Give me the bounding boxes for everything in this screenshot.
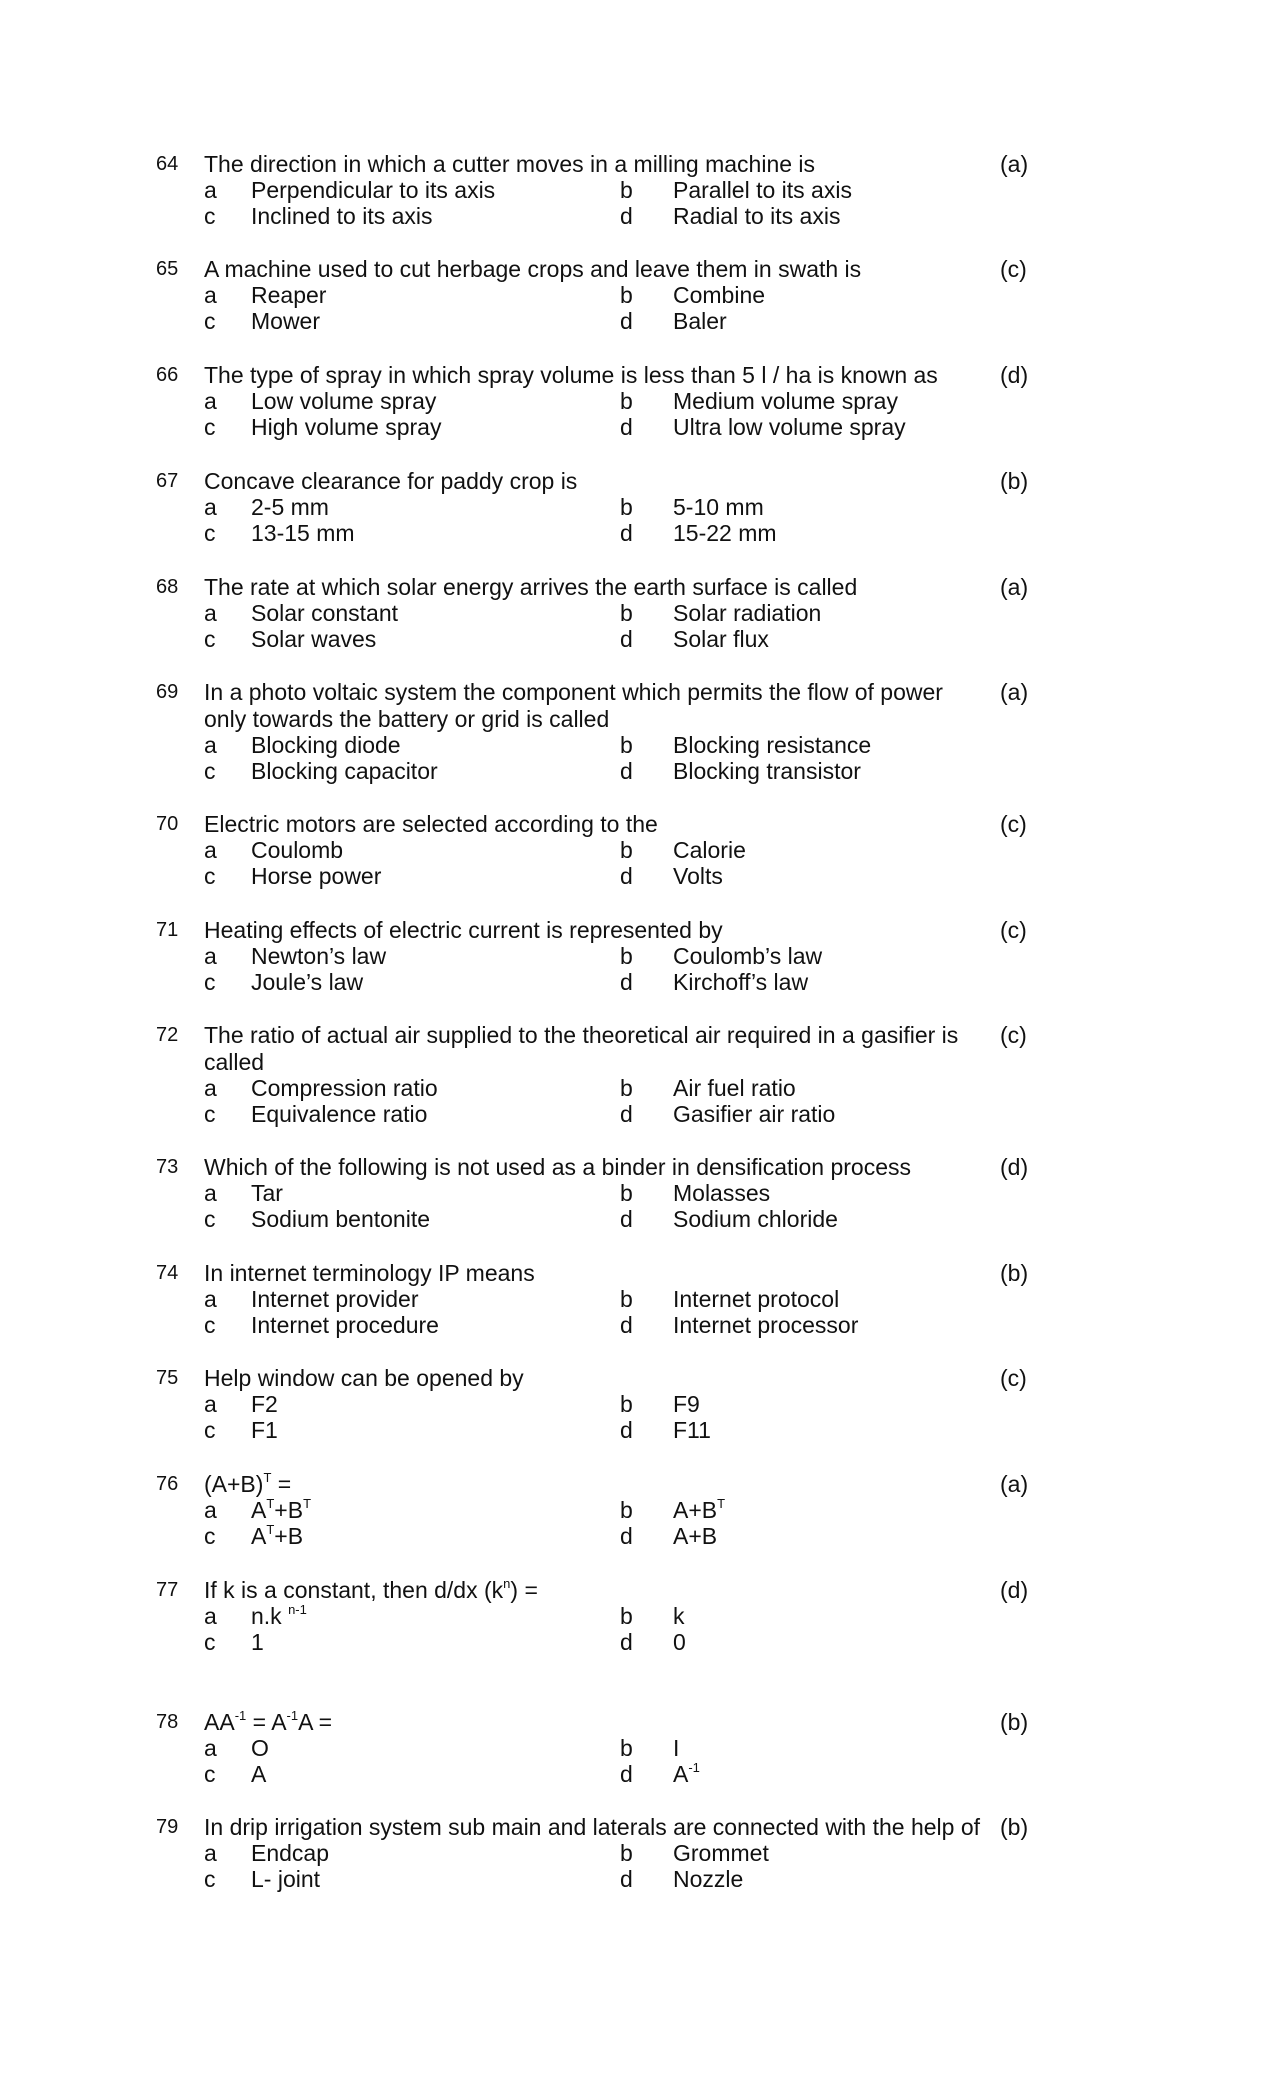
option-c: 13-15 mm <box>251 520 355 546</box>
option-a: Endcap <box>251 1840 330 1866</box>
question-stem: Heating effects of electric current is represented by <box>204 917 723 943</box>
option-letter-b: b <box>620 1180 633 1206</box>
option-letter-a: a <box>204 388 217 414</box>
option-d: Gasifier air ratio <box>673 1101 836 1127</box>
answer-key: (d) <box>1000 362 1029 388</box>
answer-key: (a) <box>1000 574 1029 600</box>
option-letter-a: a <box>204 1180 217 1206</box>
option-a: Blocking diode <box>251 732 401 758</box>
option-letter-c: c <box>204 1866 216 1892</box>
option-c: F1 <box>251 1417 278 1443</box>
question-stem: Which of the following is not used as a binder in densification process <box>204 1154 912 1180</box>
option-letter-b: b <box>620 1497 633 1523</box>
option-d: Nozzle <box>673 1866 744 1892</box>
option-letter-a: a <box>204 1497 217 1523</box>
option-c: High volume spray <box>251 414 442 440</box>
answer-key: (a) <box>1000 679 1029 705</box>
question-number: 66 <box>156 364 179 386</box>
option-c: Equivalence ratio <box>251 1101 428 1127</box>
option-letter-a: a <box>204 494 217 520</box>
answer-key: (c) <box>1000 917 1027 943</box>
option-b: $A+B^T$ <box>673 1496 726 1523</box>
option-c: A <box>251 1761 267 1787</box>
question-stem: $AA^{-1} = A^{-1}A$ = <box>204 1708 333 1735</box>
option-letter-b: b <box>620 837 633 863</box>
question-stem: The ratio of actual air supplied to the theoretical air required in a gasifier is called <box>204 1022 959 1075</box>
option-d: Volts <box>673 863 723 889</box>
option-a: $A^T+B^T$ <box>251 1496 312 1523</box>
answer-key: (d) <box>1000 1154 1029 1180</box>
question-number: 71 <box>156 919 179 941</box>
option-d: Internet processor <box>673 1312 859 1338</box>
option-c: Blocking capacitor <box>251 758 438 784</box>
option-b: Grommet <box>673 1840 769 1866</box>
question-stem: Help window can be opened by <box>204 1365 524 1391</box>
question-stem: $(A+B)^T$ = <box>204 1470 292 1497</box>
option-letter-d: d <box>620 1206 633 1232</box>
option-letter-d: d <box>620 1523 633 1549</box>
option-letter-d: d <box>620 1312 633 1338</box>
question-number: 74 <box>156 1262 179 1284</box>
option-letter-b: b <box>620 388 633 414</box>
question-number: 64 <box>156 153 179 175</box>
question-stem: The type of spray in which spray volume is less than 5 l / ha is known as <box>204 362 938 388</box>
option-a: Newton’s law <box>251 943 387 969</box>
option-letter-d: d <box>620 1761 633 1787</box>
question-number: 77 <box>156 1579 179 1601</box>
option-letter-d: d <box>620 863 633 889</box>
option-a: O <box>251 1735 269 1761</box>
answer-key: (b) <box>1000 1260 1029 1286</box>
option-letter-c: c <box>204 203 216 229</box>
option-a: Solar constant <box>251 600 399 626</box>
option-letter-c: c <box>204 969 216 995</box>
question-number: 69 <box>156 681 179 703</box>
option-letter-a: a <box>204 1603 217 1629</box>
option-d: F11 <box>673 1417 711 1443</box>
option-letter-c: c <box>204 1761 216 1787</box>
question-number: 70 <box>156 813 179 835</box>
option-letter-c: c <box>204 1206 216 1232</box>
option-d: Baler <box>673 308 727 334</box>
option-letter-b: b <box>620 1286 633 1312</box>
option-letter-a: a <box>204 600 217 626</box>
option-a: 2-5 mm <box>251 494 329 520</box>
question-stem: In drip irrigation system sub main and laterals are connected with the help of <box>204 1814 981 1840</box>
option-letter-a: a <box>204 282 217 308</box>
answer-key: (d) <box>1000 1577 1029 1603</box>
option-c: 1 <box>251 1629 264 1655</box>
option-a: F2 <box>251 1391 278 1417</box>
question-number: 79 <box>156 1816 179 1838</box>
option-b: F9 <box>673 1391 700 1417</box>
question-stem: Concave clearance for paddy crop is <box>204 468 578 494</box>
option-letter-d: d <box>620 1417 633 1443</box>
question-number: 67 <box>156 470 179 492</box>
option-d: Solar flux <box>673 626 769 652</box>
option-letter-d: d <box>620 308 633 334</box>
option-letter-b: b <box>620 943 633 969</box>
option-a: Perpendicular to its axis <box>251 177 496 203</box>
option-a: Compression ratio <box>251 1075 438 1101</box>
option-d: A+B <box>673 1523 718 1549</box>
option-letter-a: a <box>204 1840 217 1866</box>
option-letter-d: d <box>620 626 633 652</box>
option-a: Internet provider <box>251 1286 419 1312</box>
option-letter-b: b <box>620 177 633 203</box>
option-letter-a: a <box>204 1075 217 1101</box>
option-c: Inclined to its axis <box>251 203 433 229</box>
question-stem: A machine used to cut herbage crops and leave them in swath is <box>204 256 862 282</box>
option-c: L- joint <box>251 1866 321 1892</box>
option-b: k <box>673 1603 685 1629</box>
question-number: 72 <box>156 1024 179 1046</box>
option-letter-c: c <box>204 758 216 784</box>
option-letter-b: b <box>620 1603 633 1629</box>
option-b: Combine <box>673 282 766 308</box>
option-letter-b: b <box>620 494 633 520</box>
answer-key: (c) <box>1000 1365 1027 1391</box>
option-letter-b: b <box>620 732 633 758</box>
option-letter-c: c <box>204 1629 216 1655</box>
option-b: Blocking resistance <box>673 732 872 758</box>
option-a: Tar <box>251 1180 283 1206</box>
option-letter-b: b <box>620 282 633 308</box>
option-b: Internet protocol <box>673 1286 840 1312</box>
option-c: Solar waves <box>251 626 377 652</box>
question-stem: Electric motors are selected according to the <box>204 811 658 837</box>
option-letter-c: c <box>204 1417 216 1443</box>
option-d: $A^{-1}$ <box>673 1760 700 1787</box>
option-letter-c: c <box>204 1312 216 1338</box>
option-letter-a: a <box>204 177 217 203</box>
option-letter-c: c <box>204 626 216 652</box>
option-letter-a: a <box>204 837 217 863</box>
option-letter-d: d <box>620 203 633 229</box>
option-d: Ultra low volume spray <box>673 414 906 440</box>
question-number: 65 <box>156 258 179 280</box>
option-d: Radial to its axis <box>673 203 841 229</box>
option-letter-c: c <box>204 414 216 440</box>
option-b: 5-10 mm <box>673 494 764 520</box>
answer-key: (b) <box>1000 1709 1029 1735</box>
option-a: Coulomb <box>251 837 344 863</box>
option-letter-c: c <box>204 1523 216 1549</box>
option-letter-b: b <box>620 1735 633 1761</box>
question-number: 76 <box>156 1473 179 1495</box>
question-stem: If k is a constant, then d/dx $(k^n)$ = <box>204 1576 538 1603</box>
option-d: Sodium chloride <box>673 1206 838 1232</box>
option-b: Parallel to its axis <box>673 177 852 203</box>
answer-key: (c) <box>1000 256 1027 282</box>
option-letter-c: c <box>204 520 216 546</box>
option-b: Calorie <box>673 837 746 863</box>
option-letter-b: b <box>620 600 633 626</box>
question-stem: The rate at which solar energy arrives the earth surface is called <box>204 574 858 600</box>
answer-key: (a) <box>1000 151 1029 177</box>
option-b: Molasses <box>673 1180 771 1206</box>
option-letter-b: b <box>620 1391 633 1417</box>
option-letter-d: d <box>620 758 633 784</box>
answer-key: (b) <box>1000 1814 1029 1840</box>
option-b: Coulomb’s law <box>673 943 823 969</box>
question-stem: The direction in which a cutter moves in a milling machine is <box>204 151 816 177</box>
option-letter-a: a <box>204 1391 217 1417</box>
answer-key: (c) <box>1000 1022 1027 1048</box>
answer-key: (a) <box>1000 1471 1029 1497</box>
option-c: $A^T+B$ <box>251 1522 304 1549</box>
option-letter-c: c <box>204 308 216 334</box>
option-b: Solar radiation <box>673 600 822 626</box>
option-letter-b: b <box>620 1075 633 1101</box>
option-b: Medium volume spray <box>673 388 898 414</box>
question-number: 73 <box>156 1156 179 1178</box>
question-number: 68 <box>156 576 179 598</box>
option-letter-c: c <box>204 863 216 889</box>
option-letter-a: a <box>204 1286 217 1312</box>
option-d: 0 <box>673 1629 686 1655</box>
answer-key: (c) <box>1000 811 1027 837</box>
question-number: 78 <box>156 1711 179 1733</box>
option-letter-b: b <box>620 1840 633 1866</box>
option-b: I <box>673 1735 680 1761</box>
option-letter-a: a <box>204 1735 217 1761</box>
option-letter-d: d <box>620 1101 633 1127</box>
option-a: n.k $^{n-1}$ <box>251 1602 307 1629</box>
answer-key: (b) <box>1000 468 1029 494</box>
option-b: Air fuel ratio <box>673 1075 796 1101</box>
option-c: Mower <box>251 308 321 334</box>
option-c: Internet procedure <box>251 1312 439 1338</box>
option-d: Kirchoff’s law <box>673 969 809 995</box>
option-d: Blocking transistor <box>673 758 861 784</box>
option-c: Sodium bentonite <box>251 1206 431 1232</box>
question-stem: In a photo voltaic system the component which permits the flow of power only towards the battery or grid is called <box>204 679 943 732</box>
option-letter-d: d <box>620 520 633 546</box>
option-letter-d: d <box>620 1866 633 1892</box>
option-a: Reaper <box>251 282 327 308</box>
option-letter-c: c <box>204 1101 216 1127</box>
option-letter-d: d <box>620 969 633 995</box>
option-letter-d: d <box>620 414 633 440</box>
option-letter-a: a <box>204 943 217 969</box>
question-number: 75 <box>156 1367 179 1389</box>
option-letter-a: a <box>204 732 217 758</box>
option-c: Horse power <box>251 863 382 889</box>
option-a: Low volume spray <box>251 388 437 414</box>
option-letter-d: d <box>620 1629 633 1655</box>
option-d: 15-22 mm <box>673 520 777 546</box>
question-stem: In internet terminology IP means <box>204 1260 535 1286</box>
option-c: Joule’s law <box>251 969 364 995</box>
